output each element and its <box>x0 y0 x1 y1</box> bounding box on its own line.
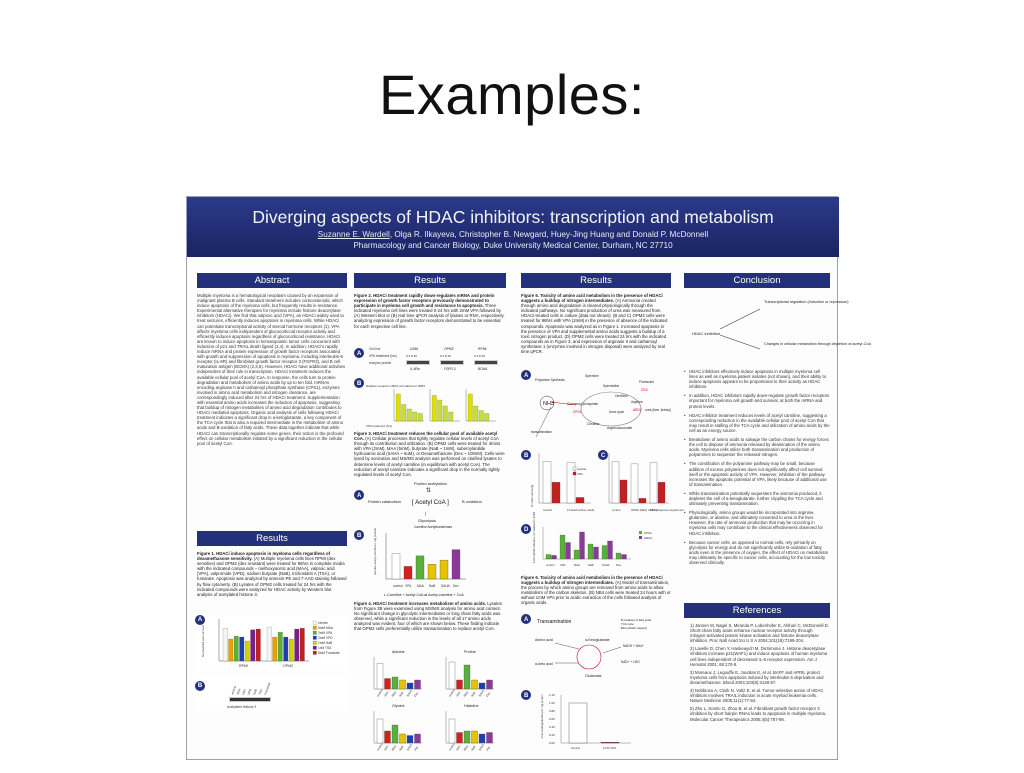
conclusion-bullet: • HDAC inhibitor treatment reduces levels of acetyl carnitine, suggesting a corresponding reduction in the available cellular pool of acetyl CoA that may result in stalling of the TCA cycle and utilization of amino acids by the cell as an energy source. <box>684 413 830 433</box>
fig4-category: NaB <box>470 690 477 698</box>
fig4-bar <box>385 679 391 690</box>
fig1-group-rpmi: RPMI <box>239 664 248 668</box>
fig3-bar <box>416 556 424 579</box>
fig6b-tick: 0.00 <box>549 741 555 745</box>
fig2-xlabel: VPA treatment (hrs) <box>366 424 393 428</box>
fig1-legend-label: 1mM NaB <box>318 641 333 645</box>
poster-affiliation: Pharmacology and Cancer Biology, Duke University Medical Center, Durham, NC 27710 <box>353 241 673 250</box>
fig4-panel-title: Histidine <box>464 704 479 708</box>
fig4-title: Figure 4. HDACi treatment increases metabolism of amino acids. <box>354 601 487 606</box>
fig1-legend-swatch <box>313 621 317 625</box>
fig5b-category: control <box>543 508 553 512</box>
fig5c-bar <box>612 462 619 503</box>
fig1-legend-label: 2mM VPA <box>318 631 333 635</box>
fig6b-bar <box>601 742 619 743</box>
fig3-bar <box>428 564 436 579</box>
fig2-title: Figure 2. HDACi treatment rapidly down-regulates mRNA and protein expression of growth factor receptors previously demonstrated to participate in myeloma cell growth and resistance to apoptosis. <box>354 293 495 309</box>
fig3-category: control <box>393 584 403 588</box>
panel-letter-b: B <box>195 681 205 691</box>
results-heading-3: Results <box>521 273 671 288</box>
fig5d-bar <box>622 555 627 560</box>
fig4-category: Dex <box>485 691 492 698</box>
fig4-category: VPA <box>383 744 390 752</box>
fig4-bar <box>487 680 493 689</box>
fig4-bar <box>400 680 406 689</box>
fig2-blot-band <box>407 361 429 364</box>
references-heading: References <box>684 603 830 618</box>
fig1-bar <box>278 632 283 661</box>
fig2-row-label-1: VPA treatment (hrs) <box>369 354 397 358</box>
fig5d-legend: ARG2 <box>644 536 653 540</box>
pathway-protein-acetylation: Protein acetylation <box>414 481 447 486</box>
trans-nad: NAD+ + H2O <box>621 660 640 664</box>
fig1-legend-swatch <box>313 626 317 630</box>
fig4-bar <box>464 731 470 743</box>
fig6b-tick: 0.60 <box>549 717 555 721</box>
fig5d-bar <box>546 555 551 560</box>
trans-keto-acid: α-keto acid <box>535 662 553 666</box>
urea-node: Argininosuccinate <box>607 426 633 430</box>
fig5d-bar <box>566 543 571 560</box>
trans-note2: TCA cycle <box>621 622 634 626</box>
fig5-text: (A) Ammonia created through amino acid degradation is cleared physiologically through the indicated pathways. No significant production of urea was measured from HDACi-treated cells in culture (data not shown). (B and C) OPM2 cells were treated for 96hrs with VPA (2mM) in the presence of absence of the indicated compounds. Apoptosis was analyzed as in Figure 1. Increased apoptosis in the presence of VPA and supplemental amino acids suggests a buildup of a toxic nitrogen product. (D) OPM2 cells were treated 24 hrs with the indicated compounds as in Figure 3, and expression of arginase II and carbamoyl synthetase 1 (enzymes involved in nitrogen disposal) were analyzed by real time qPCR. <box>521 298 668 355</box>
reference-item: 1) Jansen M, Nagel S, Miranda P, Lobenhofer E, Afshari C, McDonnell D. Short-chain fatty acids enhance nuclear receptor activity through mitogen-activated protein kinase activation and histone deacetylase inhibition. Proc Natl Acad Sci U S A 2004;101(18):7199-204. <box>690 623 829 644</box>
fig6b-bar <box>569 703 587 743</box>
fig3-category: SAHA <box>441 584 450 588</box>
fig1-legend-label: 1nM TSA <box>318 646 332 650</box>
fig1-legend-label: 5mM Fumarate <box>318 651 340 655</box>
fig4-bar <box>479 734 485 743</box>
fig4-category: Dex <box>413 691 420 698</box>
fig4-category: MAA <box>462 744 470 752</box>
urea-node: Citrulline <box>587 422 600 426</box>
pathway-protein-catabolism: Protein catabolism <box>368 499 401 504</box>
fig3-title: Figure 3. HDACi treatment reduces the cellular pool of available acetyl CoA. <box>354 431 498 442</box>
fig4-bar <box>407 683 413 689</box>
fig5d-bar <box>580 532 585 559</box>
fig2-bar <box>468 394 473 421</box>
fig3-text: (A) Cellular processes that tightly regulate cellular levels of acetyl CoA through its contribution and utilization. (B) OPM2 cells were treated for 4mins with VPA (2mM), MAA (5mM), butyrate (NaB ~ 1mM), suberoylanilide hydroxamic acid (SAHA ~ 5uM), or Dexamethasone (Dex ~ 100nM). Cells were lysed by sonication and MS/MS analysis was performed on clarified lysates to determine levels of acetyl carnitine (in equilibrium with acetyl CoA). The reduction of acetyl carnitine indicates a significant drop in the normally tightly regulated levels of acetyl CoA. <box>354 436 505 477</box>
fig5d-chart <box>521 511 671 571</box>
fig6-letter-a: A <box>524 617 529 623</box>
fig5d-category: control <box>546 563 555 567</box>
fig1-bar <box>289 639 294 661</box>
fig2-text: Three indicated myeloma cell lines were treated 0-24 hrs with 2mM VPA followed by (A) Western blot or (B) real time qPCR analysis of lysates or RNA, respectively, analyzing expression of growth factor receptors demonstrated to be essential for each respective cell line. <box>354 303 505 329</box>
fig5c-bar <box>620 480 627 503</box>
trans-akg: α-Ketoglutarate <box>585 638 610 642</box>
fig2-caption <box>354 293 506 343</box>
fig5d-bar <box>574 550 579 559</box>
fig4-bar <box>457 733 463 744</box>
fig2-cell-line: OPM2 <box>444 347 454 351</box>
fig1-bar <box>229 639 234 661</box>
fig6b-chart <box>521 689 671 751</box>
fig6a-transamination <box>521 613 671 689</box>
fig2-bar <box>407 409 412 421</box>
fig1-legend-swatch <box>313 641 317 645</box>
fig4-category: VPA <box>383 690 390 698</box>
conclusion-bullet: • Because cancer cells, as opposed to normal cells, rely primarily on glycolysis for energy and do not significantly utilize B-oxidation of fatty acids even in the presence of oxygen, the effect of HDACi on metabolism may ultimately be specific to cancer cells, accounting for the low toxicity observed clinically. <box>684 540 830 565</box>
urea-node: ARG2 <box>633 408 642 412</box>
conclusion-diagram <box>684 293 872 369</box>
urea-node: Polyamine Synthesis <box>535 378 565 382</box>
fig5b-bar <box>576 497 584 503</box>
fig1-legend-swatch <box>313 646 317 650</box>
fig1-text: (A) Multiple myeloma cells lines RPMI (dex sensitive) and OPM2 (dex resistant) were treated for 96hrs in complete media with the indicated compounds – methoxyacetic acid (MAA), valproic acid (VPA), valpromide (VPD), sodium butyrate (NaB), trichostatin A (TSA), or fumarate. Apoptosis was analyzed by annexin-PE and 7-AAD staining followed by flow cytometry. (B) Lysates of OPM2 cells treated for 24 hrs with the indicated compounds were analyzed for HDAC activity by Western blot analysis of acetylated histone 3. <box>197 556 347 597</box>
fig2-bar <box>479 411 484 422</box>
diagram-top: Transcriptional regulation (induction or repression) <box>764 300 849 304</box>
fig5c-bar <box>639 498 646 503</box>
conclusion-bullet: • HDAC inhibitors effectively induce apoptosis in multiple myeloma cell lines as well as myeloma patient isolates (not shown), and their ability to induce apoptosis appears to be proportional to their activity as HDAC inhibitors. <box>684 369 830 389</box>
fig4-category: Dex <box>485 745 492 752</box>
fig2-letter-a: A <box>357 351 362 357</box>
fig2-bar <box>418 414 423 422</box>
fig3-bar <box>452 550 460 579</box>
fig4-bar <box>472 731 478 743</box>
fig6b-tick: 0.40 <box>549 725 555 729</box>
fig2-row-label-2: receptor protein <box>369 361 392 365</box>
fig6-letter-b: B <box>524 693 529 699</box>
slide-title: Examples: <box>379 63 645 126</box>
urea-node: Spermine <box>585 374 599 378</box>
fig5-caption <box>521 293 671 365</box>
fig1-legend-swatch <box>313 636 317 640</box>
fig2-cell-line: RPMI <box>478 347 487 351</box>
fig5c-bar <box>650 463 657 503</box>
fig2-bar <box>485 414 490 422</box>
fig1-bar <box>240 637 245 661</box>
diagram-bottom: Changes in cellular metabolism through depletion of acetyl-CoA <box>764 342 872 346</box>
fig2-bar <box>402 405 407 422</box>
fig5d-bar <box>588 544 593 559</box>
fig4-panel-title: Alanine <box>392 650 405 654</box>
column-results-2 <box>354 273 506 755</box>
fig2-bar <box>413 412 418 421</box>
abstract-heading: Abstract <box>197 273 347 288</box>
trans-amino-acid: Amino acid <box>535 638 553 642</box>
fig5d-bar <box>594 547 599 559</box>
fig5b-bar <box>543 462 551 503</box>
fig2-protein: IL-6Ra <box>410 367 420 371</box>
fig5d-category: NaB <box>588 563 594 567</box>
fig6b-ylabel: nmol α-ketoglutarate per mg protein <box>540 694 544 739</box>
fig4-category: NaB <box>398 744 405 752</box>
fig4-bar <box>377 664 383 690</box>
fig2-row-label-0: Cell line <box>369 347 381 351</box>
urea-node: NH3 <box>543 401 555 407</box>
conclusion-bullet: • While transamination potentially sequesters the ammonia produced, it depletes the cell of a-ketoglutarate, further crippling the TCA cycle and ultimately preventing transamination. <box>684 491 830 506</box>
fig6-text: (A) Model of transamination, the process by which amino groups are removed from amino acids to allow metabolism of the carbon skeleton. (B) NB4 cells were treated 24 hours with or without 1mM VPA prior to acidic extraction of the cells followed analysis of organic acids. <box>521 580 671 606</box>
fig6b-tick: 1.20 <box>549 693 555 697</box>
fig5b-bar <box>552 482 560 503</box>
first-author: Suzanne E. Wardell <box>317 230 390 239</box>
fig1-western-blot <box>197 675 347 711</box>
fig3-bar <box>440 560 448 579</box>
fig2-bar <box>443 406 448 421</box>
fig5d-bar <box>552 555 557 559</box>
fig5d-category: MAA <box>574 563 581 567</box>
fig5d-bar <box>602 546 607 560</box>
blot-lane-label: vehicle <box>230 685 238 696</box>
urea-node: CPS1 <box>573 410 582 414</box>
blot-lane-label: TSA <box>257 688 264 696</box>
panel-letter-a: A <box>195 615 205 625</box>
fig2-bar <box>438 400 443 421</box>
trans-note3: Biosynthetic capacity <box>621 626 648 630</box>
diagram-left-1: HDAC inhibition <box>692 331 721 336</box>
urea-node: transamination <box>531 430 552 434</box>
conclusion-bullet: • The contribution of the polyamine pathway may be small, because addition of excess polyamines does not significantly affect cell survival itself or the apoptotic activity of VPA. However, inhibition of the pathway increases the apoptotic potential of VPA, likely because of additional use of transamination. <box>684 461 830 486</box>
blot-lane-label: VPA <box>241 688 247 696</box>
fig4-category: MAA <box>390 744 398 752</box>
urea-node: urea (liver, kidney) <box>645 408 672 412</box>
trans-title: Transamination <box>537 619 572 625</box>
fig6-caption <box>521 575 671 613</box>
column-conclusion <box>684 273 872 773</box>
pathway-beta-oxidation: B oxidation <box>462 499 482 504</box>
fig5c-category: 10X polyamine supplement <box>650 508 684 512</box>
fig5c-bar <box>631 464 638 503</box>
fig6b-tick: 0.80 <box>549 709 555 713</box>
fig5c-category: control <box>612 508 621 512</box>
fig4-bar <box>449 662 455 689</box>
reference-item: 3) Moreaux J, Legouffe E, Jourdan E, et al. BAFF and APRIL protect myeloma cells from apoptosis induced by interleukin 6 deprivation and dexamethasone. Blood 2004;103(8):3148-57. <box>690 669 824 685</box>
fig3-category: VPA <box>405 584 412 588</box>
fig2-times: 0 4 8 16 <box>406 354 417 358</box>
fig4-panels <box>354 645 506 755</box>
fig3-category: NaB <box>429 584 436 588</box>
fig4-text: Lysates from Figure 3B were examined using MS/MS analysis for amino acid content. No significant change in glycolytic intermediates or long chain fatty acids was observed, while a significant reduction in the levels of all 17 amino acids analyzed was evident, four of which are shown below. These finding indicate that OPM2 cells preferentially utilize transamination to replace acetyl CoA. <box>354 601 502 632</box>
fig1-title: Figure 1. HDACi induce apoptosis in myeloma cells regardless of dexamethasone sensitivity. <box>197 551 331 562</box>
blot-lane-label: MAA <box>235 687 242 696</box>
fig6b-category: 1mM VPA <box>603 746 617 750</box>
trans-note1: B oxidation of fatty acids <box>621 618 652 622</box>
urea-node: Putrescine <box>639 380 655 384</box>
conclusion-heading: Conclusion <box>684 273 830 288</box>
fig1-caption <box>197 551 347 609</box>
fig3-letter-b: B <box>357 533 362 539</box>
fig5d-category: Dex <box>616 563 621 567</box>
urea-node: Spermidine <box>603 384 620 388</box>
urea-node: Urea cycle <box>609 410 625 414</box>
fig4-bar <box>400 734 406 743</box>
fig4-bar <box>377 719 383 743</box>
fig4-category: SAHA <box>477 689 486 698</box>
fig4-bar <box>472 680 478 689</box>
fig4-bar <box>392 677 398 689</box>
fig2-bar <box>432 396 437 422</box>
fig2-blot-band <box>441 361 463 364</box>
fig3-panels <box>354 479 506 599</box>
references-list <box>684 623 830 773</box>
fig1-legend-label: 5mM MAA <box>318 626 333 630</box>
fig4-caption <box>354 601 506 645</box>
fig2-bar <box>396 394 401 421</box>
urea-node: Carbamoyl phosphate <box>567 402 599 406</box>
fig4-bar <box>457 680 463 689</box>
fig5b-legend: vehicle <box>577 467 587 471</box>
poster-title: Diverging aspects of HDAC inhibitors: transcription and metabolism <box>252 207 774 227</box>
fig1-bar <box>300 628 305 661</box>
fig4-panel-title: Glycine <box>392 704 405 708</box>
fig1-bar-chart <box>197 615 347 671</box>
fig1-group-opm2: OPM2 <box>283 664 294 668</box>
fig2-panels <box>354 345 506 429</box>
fig2-cell-line: U266 <box>410 347 419 351</box>
column-results-3 <box>521 273 684 751</box>
fig4-category: control <box>447 688 456 698</box>
fig5d-bar <box>608 541 613 559</box>
fig4-bar <box>449 719 455 743</box>
fig1-bar <box>267 627 272 661</box>
fig4-category: SAHA <box>405 743 414 752</box>
fig5-letter-b: B <box>524 453 529 459</box>
fig2-times: 0 4 8 16 <box>440 354 451 358</box>
fig1-bar <box>256 629 261 661</box>
fig2-protein: BCMA <box>478 367 488 371</box>
pathway-glycolysis: Glycolysis <box>418 518 437 523</box>
fig5b-ylabel: % cells surviving <box>530 484 534 507</box>
fig1-chart-panel <box>197 615 347 671</box>
fig5d-category: SAHA <box>602 563 610 567</box>
fig1-bar <box>234 636 239 661</box>
fig5bc-charts <box>521 447 684 523</box>
fig5c-bar <box>658 482 665 503</box>
fig5-title: Figure 5. Toxicity of amino acid metabolism in the presence of HDACi suggests a buildup of nitrogen intermediates. <box>521 293 663 304</box>
fig2-ylabel: Relative receptor mRNA normalized to 36B4 <box>366 384 425 388</box>
blot-lane-label: NaB <box>252 688 258 696</box>
trans-nadh: NADH + NH4+ <box>623 644 644 648</box>
fig5d-category: VPA <box>560 563 566 567</box>
fig4-panel-title: Proline <box>464 650 476 654</box>
fig5d-bar <box>560 535 565 559</box>
fig5d-bar <box>616 553 621 559</box>
fig4-category: NaB <box>398 690 405 698</box>
fig4-bar <box>415 734 421 743</box>
fig1-bar <box>295 629 300 661</box>
fig5b-legend: VPA <box>577 472 583 476</box>
fig1-bar <box>223 628 228 661</box>
fig5b-category: 1X EAA amino acids <box>567 508 595 512</box>
trans-glutamate: Glutamate <box>585 674 602 678</box>
fig4-bar <box>464 665 470 689</box>
fig4-category: control <box>375 688 384 698</box>
blot-lane-label: VPD <box>246 688 253 696</box>
fig1-legend-swatch <box>313 631 317 635</box>
fig3-letter-a: A <box>357 493 362 499</box>
fig2-letter-b: B <box>357 381 362 387</box>
poster-header <box>187 197 839 257</box>
conclusion-bullet: • Breakdown of amino acids to salvage the carbon chains for energy forces the cell to dispose of ammonia released by deamination of the amino acids. Myeloma cells utilize both transamination and production of polyamines to sequester the released nitrogen. <box>684 437 830 457</box>
fig5c-category: OPM2 (DEX) inhibitor <box>631 508 658 512</box>
results-heading-1: Results <box>197 531 347 546</box>
fig6b-tick: 0.20 <box>549 733 555 737</box>
fig4-category: control <box>375 742 384 752</box>
fig3-category: Dex <box>453 584 459 588</box>
column-abstract <box>197 273 347 711</box>
fig5a-urea-cycle <box>521 367 671 447</box>
fig3-ylabel: pmoles acetyl carnitine / mg protein <box>373 527 377 575</box>
fig2-blot-band <box>475 361 497 364</box>
fig4-category: control <box>447 742 456 752</box>
fig4-category: SAHA <box>477 743 486 752</box>
fig4-bar <box>392 725 398 743</box>
fig5d-ylabel: Fold mRNA induction normalized to 36B4 <box>532 511 536 563</box>
fig2-bar <box>449 412 454 421</box>
fig6b-tick: 1.00 <box>549 701 555 705</box>
fig1-bar <box>251 630 256 661</box>
pathway-reaction: L-Carnitine + Acetyl-CoA ⇌ Acetyl-carnitine + CoA <box>384 593 464 597</box>
conclusion-bullet: • In addition, HDAC inhibitors rapidly down-regulate growth factor receptors important for myeloma cell growth and survival, at both the mRNA and protein levels. <box>684 393 830 408</box>
fig6b-category: control <box>571 746 581 750</box>
conclusion-bullet: • Physiologically, amino groups would be incorporated into arginine, glutamine, or alanine, and ultimately converted to urea in the liver. However, the rate of ammonia production that may be occurring in myeloma cells may contribute to the clinical effectiveness observed for HDAC inhibition. <box>684 510 830 535</box>
pathway-carnitine: Carnitine Acetyltransferase <box>414 525 453 529</box>
results-heading-2: Results <box>354 273 506 288</box>
urea-node: Ornithine <box>615 394 628 398</box>
urea-node: ODC <box>641 388 649 392</box>
fig2-protein: FGFR-3 <box>444 367 456 371</box>
abstract-text: Multiple myeloma is a hematological neoplasm caused by an expansion of malignant plasma B cells. Standard treatment includes corticosteroids, which induce apoptosis of the myeloma cells, but frequently results in resistance. Experimental alternative therapies for myeloma include histone deacetylase inhibitors (HDACi). We find that valproic acid (VPA), an HDACi widely used to treat seizures, efficiently induces apoptosis in myeloma cells. While HDACi can potentiate transcriptional activity of steroid hormone receptors (1), VPA affects myeloma cells independent of glucocorticoid receptor activity and efficiently induces apoptosis regardless of glucocorticoid resistance. HDACi are known to induce apoptosis in hematopoietic tumor cells concurrent with induction of p21 and TRAIL death ligand (2,4). In addition, HDACi's rapidly reduce mRNA and protein expression of growth factor receptors associated with growth and suppression of apoptosis in myeloma, including interleukin-6 receptor (IL-6R) and fibroblast growth factor receptor 3 (FGFR3), and B cell maturation antigen (BCMA) (2,3,5). However, HDACi have additional activities independent of their role in transcription. HDACi treatment reduces the available cellular pool of acetyl CoA. In response, the cells turn to protein degradation and metabolism of amino acids by up to ten fold. mRNAs encoding arginase II and carbamoyl phosphate synthase (CPS1), enzymes involved in amino acid metabolism and nitrogen clearance, are correspondingly induced after 24 hrs of HDACi treatment. Supplementation with essential amino acids increases the induction of apoptosis, suggesting that buildup of nitrogen metabolites of amino acid degradation contributes to HDACi mediated apoptosis. Organic acid analysis of cells following HDACi treatment indicates a significant drop in a-ketoglutarate, a key component of the TCA cycle that is also a required intermediate in the metabolism of amino acids and B-oxidation of fatty acids. These data together indicate that while HDACi can transcriptionally regulate some genes, their action is the profound effect on cellular metabolism initiated by a significant reduction in the cellular pool of acetyl CoA. <box>197 293 346 446</box>
fig4-category: MAA <box>390 690 398 698</box>
fig4-category: Dex <box>413 745 420 752</box>
fig4-bar <box>487 733 493 744</box>
fig5-letter-c: C <box>601 453 606 459</box>
fig3-caption <box>354 431 506 479</box>
reference-item: 4) Nebbioso A, Clark N, Voltz E, et al. Tumor-selective action of HDAC inhibitors involves TRAIL induction in acute myeloid leukemia cells. Nature Medicine 2005;11(1):77-84. <box>690 688 824 704</box>
fig6-title: Figure 6. Toxicity of amino acid metabolism in the presence of HDACi suggests a buildup of nitrogen intermediates. <box>521 575 663 586</box>
fig4-bar <box>385 731 391 743</box>
blot-lane-label: Fumarate <box>263 681 272 696</box>
urea-node: Arginine <box>631 400 643 404</box>
fig1-blot-panel <box>197 675 347 711</box>
blot-label: Acetylated Histone 3 <box>227 705 257 709</box>
reference-item: 5) Zhu L, Somlo G, Zhou B, et al. Fibroblast growth factor receptor 3 inhibition by short hairpin RNAs leads to apoptosis in multiple myeloma. Molecular Cancer Therapeutics 2005;4(5):787-98. <box>690 706 827 722</box>
fig4-bar <box>479 683 485 689</box>
fig1-ylabel: Normalized cell survival <box>201 625 205 657</box>
fig2-times: 0 4 8 16 <box>474 354 485 358</box>
fig4-category: VPA <box>455 744 462 752</box>
fig4-category: NaB <box>470 744 477 752</box>
fig5-letter-d: D <box>524 527 529 533</box>
fig4-category: MAA <box>462 690 470 698</box>
fig1-bar <box>284 637 289 661</box>
fig1-legend-swatch <box>313 651 317 655</box>
conclusion-bullets <box>684 369 830 599</box>
fig2-bar <box>474 406 479 421</box>
fig4-category: VPA <box>455 690 462 698</box>
fig4-bar <box>415 680 421 689</box>
fig3-category: MAA <box>417 584 424 588</box>
fig3-bar <box>404 566 412 579</box>
poster-image <box>186 196 872 760</box>
fig1-legend-label: vehicle <box>318 621 328 625</box>
pathway-acetyl-coa: [ Acetyl CoA ] <box>412 499 449 506</box>
fig5d-legend: CPS1 <box>644 531 652 535</box>
fig3-bar <box>392 554 400 579</box>
svg-text:↑: ↑ <box>424 512 427 518</box>
fig1-bar <box>245 641 250 661</box>
reference-item: 2) Lavelle D, Chen Y, Hankewych M, DeSimone J. Histone deacetylase inhibitors increase p21(WAF1) and induce apoptosis of human myeloma cell lines independent of decreased IL-6 receptor expression. Am J Hematol 2001; 68:170-8. <box>690 646 828 667</box>
fig4-bar <box>407 736 413 744</box>
fig1-legend-label: 2mM VPD <box>318 636 333 640</box>
fig1-bar <box>273 637 278 661</box>
fig5-letter-a: A <box>524 373 529 379</box>
pathway-arrows-up: ⇅ <box>426 488 432 494</box>
poster-authors <box>187 230 839 239</box>
fig4-category: SAHA <box>405 689 414 698</box>
other-authors: , Olga R. Ilkayeva, Christopher B. Newgard, Huey-Jing Huang and Donald P. McDonnell <box>389 230 709 239</box>
